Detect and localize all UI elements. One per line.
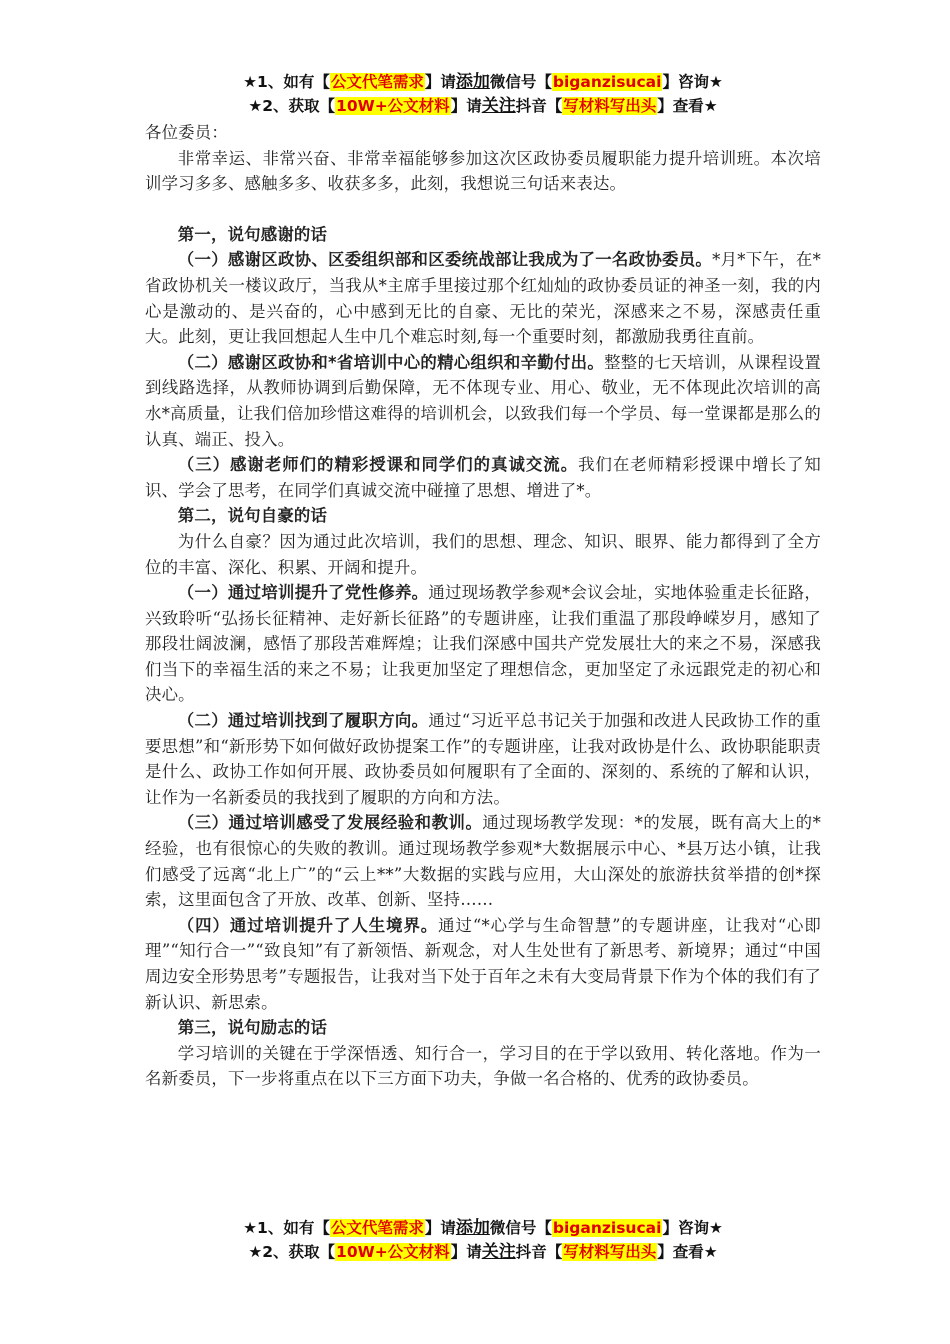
- section-2-title: 第二，说句自豪的话: [177, 506, 328, 526]
- item-text: 我们在老师精彩授课中增长了知识、学会了思考，在同学们真诚交流中碰撞了思想、增进了*。: [145, 455, 821, 500]
- item-lead: （一）通过培训提升了党性修养。: [177, 583, 429, 603]
- banner-text: 抖音【: [515, 97, 563, 115]
- banner-text: ★2、获取【: [248, 1243, 336, 1261]
- item-text: 通过现场教学发现：*的发展，既有高大上的*经验，也有很惊心的失败的教训。通过现场教学参观*大数据展示中心、*县万达小镇，让我们感受了远离“北上广”的“云上**”大数据的实践与应用，大山深处的旅游扶贫举措的创*探索，这里面包含了开放、改革、创新、坚持……: [145, 813, 821, 910]
- section-2-item-3: [145, 810, 821, 912]
- item-lead: （四）通过培训提升了人生境界。: [177, 915, 439, 935]
- highlight-wechat-id: biganzisucai: [552, 73, 662, 91]
- banner-text: 】请: [450, 1243, 482, 1261]
- item-text: 整整的七天培训，从课程设置到线路选择，从教师协调到后勤保障，无不体现专业、用心、敬业，无不体现此次培训的高水*高质量，让我们倍加珍惜这难得的培训机会，以致我们每一个学员、每一堂课都是那么的认真、端正、投入。: [145, 352, 821, 449]
- bottom-ad-banner: [145, 1216, 821, 1264]
- banner-text: 微信号【: [489, 73, 552, 91]
- item-text: 通过“*心学与生命智慧”的专题讲座，让我对“心即理”“知行合一”“致良知”有了新领悟、新观念，对人生处世有了新思考、新境界；通过“中国周边安全形势思考”专题报告，让我对当下处于百年之未有大变局背景下作为个体的我们有了新认识、新思索。: [145, 915, 821, 1012]
- section-2-intro: 为什么自豪？因为通过此次培训，我们的思想、理念、知识、眼界、能力都得到了全方位的丰富、深化、积累、开阔和提升。: [145, 531, 821, 577]
- banner-emphasis: 添加: [455, 1218, 490, 1238]
- section-3-paragraph: 学习培训的关键在于学深悟透、知行合一，学习目的在于学以致用、转化落地。作为一名新委员，下一步将重点在以下三方面下功夫，争做一名合格的、优秀的政协委员。: [145, 1043, 821, 1089]
- item-lead: （二）通过培训找到了履职方向。: [177, 711, 429, 731]
- speech-body: [145, 120, 821, 1092]
- banner-text: 】请: [424, 1219, 456, 1237]
- section-1-item-2: [145, 350, 821, 452]
- item-lead: （三）感谢老师们的精彩授课和同学们的真诚交流。: [177, 455, 579, 475]
- banner-text: ★1、如有【: [243, 1219, 330, 1237]
- item-lead: （一）感谢区政协、区委组织部和区委统战部让我成为了一名政协委员。: [177, 250, 713, 270]
- banner-line-1: [145, 70, 821, 94]
- highlight-douyin: 写材料写出头: [563, 97, 657, 115]
- banner-text: 】咨询★: [662, 1219, 723, 1237]
- banner-line-2: [145, 1240, 821, 1264]
- banner-text: 】请: [424, 73, 456, 91]
- section-1-title: 第一，说句感谢的话: [177, 224, 328, 244]
- item-lead: （二）感谢区政协和*省培训中心的精心组织和辛勤付出。: [177, 352, 605, 372]
- banner-text: ★1、如有【: [243, 73, 330, 91]
- item-text: *月*下午，在*省政协机关一楼议政厅，当我从*主席手里接过那个红灿灿的政协委员证的神圣一刻，我的内心是激动的、是兴奋的，心中感到无比的自豪、无比的荣光，深感来之不易，深感责任重大。此刻，更让我回想起人生中几个难忘时刻,每一个重要时刻，都激励我勇往直前。: [145, 250, 821, 347]
- section-2-item-2: [145, 708, 821, 810]
- banner-emphasis: 关注: [481, 1242, 516, 1262]
- section-1-item-1: [145, 247, 821, 349]
- banner-emphasis: 添加: [455, 72, 490, 92]
- item-text: 通过现场教学参观*会议会址，实地体验重走长征路，兴致聆听“弘扬长征精神、走好新长征路”的专题讲座，让我们重温了那段峥嵘岁月，感知了那段壮阔波澜，感悟了那段苦难辉煌；让我们深感中国共产党发展壮大的来之不易，深感我们当下的幸福生活的来之不易；让我更加坚定了理想信念，更加坚定了永远跟党走的初心和决心。: [145, 583, 822, 705]
- banner-text: 微信号【: [489, 1219, 552, 1237]
- section-3-title: 第三，说句励志的话: [177, 1018, 328, 1038]
- highlight-service: 公文代笔需求: [330, 73, 424, 91]
- banner-text: 】查看★: [657, 1243, 718, 1261]
- highlight-materials: 10W+公文材料: [336, 97, 450, 115]
- highlight-service: 公文代笔需求: [330, 1219, 424, 1237]
- section-2-item-4: [145, 913, 821, 1015]
- banner-line-2: [145, 94, 821, 118]
- highlight-douyin: 写材料写出头: [563, 1243, 657, 1261]
- banner-line-1: [145, 1216, 821, 1240]
- intro-paragraph: 非常幸运、非常兴奋、非常幸福能够参加这次区政协委员履职能力提升培训班。本次培训学习多多、感触多多、收获多多，此刻，我想说三句话来表达。: [145, 148, 821, 194]
- item-lead: （三）通过培训感受了发展经验和教训。: [177, 813, 483, 833]
- section-1-item-3: [145, 452, 821, 503]
- paragraph-spacer: [145, 197, 821, 222]
- section-2-item-1: [145, 580, 821, 708]
- highlight-materials: 10W+公文材料: [336, 1243, 450, 1261]
- banner-text: 】咨询★: [662, 73, 723, 91]
- banner-text: ★2、获取【: [248, 97, 336, 115]
- banner-text: 】查看★: [657, 97, 718, 115]
- greeting: 各位委员：: [145, 123, 228, 142]
- banner-text: 抖音【: [515, 1243, 563, 1261]
- top-ad-banner: [145, 70, 821, 118]
- banner-text: 】请: [450, 97, 482, 115]
- item-text: 通过“习近平总书记关于加强和改进人民政协工作的重要思想”和“新形势下如何做好政协提案工作”的专题讲座，让我对政协是什么、政协职能职责是什么、政协工作如何开展、政协委员如何履职有了全面的、深刻的、系统的了解和认识，让作为一名新委员的我找到了履职的方向和方法。: [145, 711, 822, 807]
- banner-emphasis: 关注: [481, 96, 516, 116]
- highlight-wechat-id: biganzisucai: [552, 1219, 662, 1237]
